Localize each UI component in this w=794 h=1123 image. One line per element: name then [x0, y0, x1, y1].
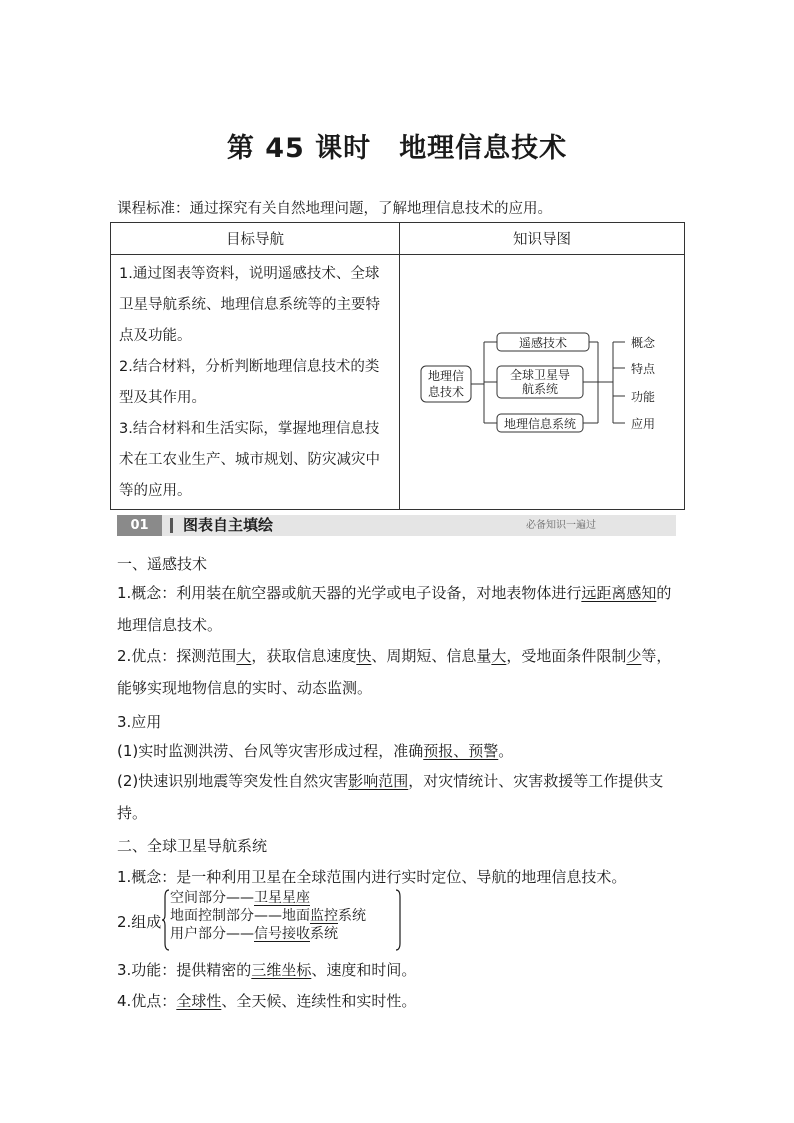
mindmap-header: 知识导图: [400, 223, 685, 255]
page-title: [0, 126, 794, 165]
mindmap-leaf: 特点: [631, 361, 656, 376]
rs-advantages: 2.优点：探测范围大，获取信息速度快、周期短、信息量大，受地面条件限制少等，能够实现地物信息的实时、动态监测。: [117, 647, 672, 697]
blank-answer: 大: [491, 647, 507, 665]
section-divider: [170, 518, 173, 533]
mindmap-leaf: 功能: [631, 389, 656, 404]
blank-answer: 预报、预警: [423, 742, 499, 760]
blank-answer: 信号接收: [254, 926, 310, 942]
section-subtitle: 必备知识一遍过: [526, 520, 596, 531]
rs-application-2: (2)快速识别地震等突发性自然灾害影响范围，对灾情统计、灾害救援等工作提供支持。: [117, 772, 664, 822]
mindmap-root-text: 息技术: [427, 384, 465, 399]
gnss-component: 用户部分——信号接收系统: [170, 926, 338, 942]
blank-answer: 快: [356, 647, 372, 665]
lesson-topic: 地理信息技术: [399, 133, 568, 164]
rs-application-1: (1)实时监测洪涝、台风等灾害形成过程，准确预报、预警。: [117, 742, 514, 760]
right-brace-icon: [395, 889, 403, 951]
blank-answer: 监控: [310, 908, 338, 924]
section-number: 01: [117, 515, 162, 536]
rs-concept: 1.概念：利用装在航空器或航天器的光学或电子设备，对地表物体进行远距离感知的地理信息技术。: [117, 584, 672, 634]
mindmap-leaf: 应用: [631, 416, 656, 431]
blank-answer: 三维坐标: [251, 961, 312, 979]
gnss-component: 地面控制部分——地面监控系统: [170, 908, 366, 924]
mindmap-connector-left: [471, 342, 497, 423]
blank-answer: 远距离感知: [581, 584, 657, 602]
goals-header: 目标导航: [111, 223, 400, 255]
gnss-heading: 二、全球卫星导航系统: [117, 837, 268, 855]
gnss-advantages: 4.优点：全球性、全天候、连续性和实时性。: [117, 992, 417, 1010]
goal-item: 2.结合材料，分析判断地理信息技术的类型及其作用。: [119, 359, 380, 406]
mindmap-diagram: [400, 258, 684, 507]
overview-table: [110, 222, 685, 510]
blank-answer: 大: [236, 647, 252, 665]
rs-heading: 一、遥感技术: [117, 555, 208, 573]
blank-answer: 影响范围: [348, 772, 409, 790]
left-brace-icon: [162, 889, 170, 951]
mindmap-branch-remote-sensing: 遥感技术: [518, 335, 568, 350]
gnss-composition-items: [170, 889, 366, 943]
curriculum-standard: 课程标准：通过探究有关自然地理问题，了解地理信息技术的应用。: [117, 201, 552, 217]
gnss-composition-label: 2.组成: [117, 913, 162, 931]
gnss-component: 空间部分——卫星星座: [170, 890, 310, 906]
mindmap-cell: [400, 255, 685, 510]
mindmap-leaf: 概念: [631, 335, 656, 350]
rs-application-heading: 3.应用: [117, 713, 162, 731]
mindmap-connector-mid: [583, 342, 598, 423]
goals-cell: [111, 255, 400, 510]
mindmap-branch-gis: 地理信息系统: [503, 416, 577, 431]
section-header: [117, 515, 676, 536]
goal-item: 1.通过图表等资料，说明遥感技术、全球卫星导航系统、地理信息系统等的主要特点及功能。: [119, 266, 380, 344]
section-title: 图表自主填绘: [183, 516, 274, 534]
blank-answer: 少: [626, 647, 642, 665]
goal-item: 3.结合材料和生活实际，掌握地理信息技术在工农业生产、城市规划、防灾减灾中等的应用。: [119, 421, 380, 499]
mindmap-branch-gnss: 航系统: [521, 381, 559, 396]
blank-answer: 卫星星座: [254, 890, 310, 906]
blank-answer: 全球性: [176, 992, 222, 1010]
mindmap-root-text: 地理信: [427, 368, 465, 383]
gnss-concept: 1.概念：是一种利用卫星在全球范围内进行实时定位、导航的地理信息技术。: [117, 868, 627, 886]
lesson-number: 第 45 课时: [226, 133, 372, 164]
gnss-function: 3.功能：提供精密的三维坐标、速度和时间。: [117, 961, 417, 979]
mindmap-connector-right: [598, 342, 625, 423]
mindmap-branch-gnss: 全球卫星导: [509, 367, 571, 382]
